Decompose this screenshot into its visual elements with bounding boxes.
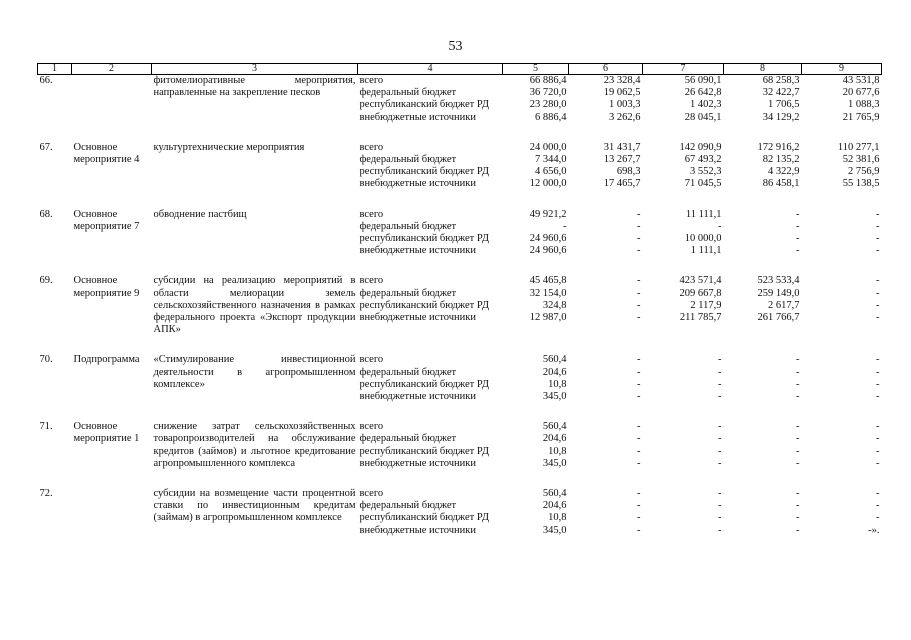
- value: -: [876, 500, 880, 512]
- value: 12 987,0: [529, 312, 567, 324]
- row-type: Подпрограмма: [73, 354, 140, 366]
- value-cell-c6: [569, 488, 643, 537]
- value: 523 533,4: [757, 275, 800, 287]
- value-cell-c6: [569, 142, 643, 191]
- funding-source: федеральный бюджет: [359, 433, 457, 445]
- column-header: 9: [802, 64, 882, 75]
- value: 423 571,4: [679, 275, 722, 287]
- value: -: [876, 366, 880, 378]
- value: -: [637, 421, 641, 433]
- value-cell-c9: [802, 354, 882, 403]
- value-cell-c8: [724, 209, 802, 258]
- value: 204,6: [542, 433, 567, 445]
- value: -: [637, 245, 641, 257]
- funding-source: республиканский бюджет РД: [359, 99, 490, 111]
- value: 26 642,8: [684, 87, 722, 99]
- value: -: [637, 512, 641, 524]
- value-cell-c7: [643, 354, 724, 403]
- value: 3 262,6: [609, 111, 641, 123]
- value: 67 493,2: [684, 154, 722, 166]
- value: 3 552,3: [690, 166, 722, 178]
- funding-source: внебюджетные источники: [359, 312, 477, 324]
- value: 345,0: [542, 391, 567, 403]
- value: -: [876, 354, 880, 366]
- column-header: 1: [38, 64, 72, 75]
- value: -: [718, 512, 722, 524]
- value: 4 656,0: [535, 166, 567, 178]
- value: 82 135,2: [762, 154, 800, 166]
- value-cell-c7: [643, 75, 724, 124]
- value: -: [876, 391, 880, 403]
- value: 10,8: [548, 378, 567, 390]
- value: 1 088,3: [848, 99, 880, 111]
- value: 23 328,4: [603, 75, 641, 86]
- column-header: 6: [569, 64, 643, 75]
- value: -: [718, 445, 722, 457]
- value: 204,6: [542, 366, 567, 378]
- row-spacer: [38, 470, 882, 488]
- value: 10,8: [548, 512, 567, 524]
- table-row: [38, 421, 882, 470]
- funding-source: всего: [359, 208, 384, 220]
- value: -: [796, 512, 800, 524]
- row-description: субсидии на реализацию мероприятий в области мелиорации земель сельскохозяйственного назначения в рамках федерального проекта «Экспорт продукции АПК»: [153, 275, 356, 336]
- value: 34 129,2: [762, 111, 800, 123]
- value: -».: [868, 524, 880, 536]
- row-type: Основное мероприятие 4: [73, 141, 140, 166]
- funding-sources: [358, 142, 503, 191]
- value: 68 258,3: [762, 75, 800, 86]
- row-description: субсидии на возмещение части процентной ставки по инвестиционным кредитам (займам) в агропромышленном комплексе: [153, 488, 356, 524]
- value: -: [718, 354, 722, 366]
- column-header: 7: [643, 64, 724, 75]
- funding-source: федеральный бюджет: [359, 220, 457, 232]
- value: -: [718, 378, 722, 390]
- funding-source: всего: [359, 275, 384, 287]
- value: -: [876, 512, 880, 524]
- value: -: [637, 524, 641, 536]
- row-description: обводнение пастбищ: [153, 208, 247, 220]
- row-number: 72.: [39, 488, 53, 500]
- value: -: [637, 220, 641, 232]
- value: 1 402,3: [690, 99, 722, 111]
- funding-source: всего: [359, 75, 384, 86]
- row-number: 71.: [39, 421, 53, 433]
- value: 32 154,0: [529, 287, 567, 299]
- row-number: 66.: [39, 75, 53, 86]
- value: 19 062,5: [603, 87, 641, 99]
- value: 28 045,1: [684, 111, 722, 123]
- value: -: [637, 354, 641, 366]
- value: -: [718, 500, 722, 512]
- value-cell-c5: [503, 142, 569, 191]
- value: -: [796, 220, 800, 232]
- funding-source: федеральный бюджет: [359, 87, 457, 99]
- funding-source: республиканский бюджет РД: [359, 299, 490, 311]
- row-type: Основное мероприятие 1: [73, 421, 140, 445]
- value: 560,4: [542, 421, 567, 433]
- value-cell-c6: [569, 421, 643, 470]
- row-number: 69.: [39, 275, 53, 287]
- funding-source: всего: [359, 488, 384, 500]
- value: -: [796, 378, 800, 390]
- value: -: [796, 524, 800, 536]
- value: -: [718, 433, 722, 445]
- value: 49 921,2: [529, 208, 567, 220]
- value: -: [637, 457, 641, 469]
- value: -: [796, 421, 800, 433]
- column-header: 5: [503, 64, 569, 75]
- value: -: [796, 233, 800, 245]
- funding-source: федеральный бюджет: [359, 366, 457, 378]
- value: 56 090,1: [684, 75, 722, 86]
- value: -: [718, 391, 722, 403]
- value: 142 090,9: [679, 141, 722, 153]
- value: -: [718, 457, 722, 469]
- value: 2 617,7: [768, 299, 800, 311]
- funding-sources: [358, 209, 503, 258]
- column-header: 4: [358, 64, 503, 75]
- value: 24 960,6: [529, 245, 567, 257]
- row-type: [72, 75, 152, 124]
- value-cell-c6: [569, 75, 643, 124]
- row-spacer: [38, 403, 882, 421]
- funding-source: внебюджетные источники: [359, 524, 477, 536]
- value: 24 960,6: [529, 233, 567, 245]
- column-header: 8: [724, 64, 802, 75]
- value: -: [637, 312, 641, 324]
- value: -: [796, 391, 800, 403]
- value: 560,4: [542, 354, 567, 366]
- row-type: Основное мероприятие 9: [73, 275, 140, 299]
- value: -: [796, 488, 800, 500]
- value: -: [876, 433, 880, 445]
- row-number: 70.: [39, 354, 53, 366]
- value: 17 465,7: [603, 178, 641, 190]
- value: 20 677,6: [842, 87, 880, 99]
- value-cell-c8: [724, 488, 802, 537]
- row-description: снижение затрат сельскохозяйственных товаропроизводителей на обслуживание кредитов (займов) и льготное кредитование агропромышленного комплекса: [153, 421, 356, 469]
- value: -: [876, 287, 880, 299]
- funding-source: республиканский бюджет РД: [359, 512, 490, 524]
- value: -: [876, 457, 880, 469]
- value: -: [876, 220, 880, 232]
- value: 345,0: [542, 457, 567, 469]
- table-row: [38, 209, 882, 258]
- funding-source: федеральный бюджет: [359, 500, 457, 512]
- value: -: [718, 220, 722, 232]
- row-spacer: [38, 191, 882, 209]
- value: 560,4: [542, 488, 567, 500]
- value: 2 756,9: [848, 166, 880, 178]
- value-cell-c6: [569, 209, 643, 258]
- value: 204,6: [542, 500, 567, 512]
- value: -: [876, 445, 880, 457]
- funding-sources: [358, 75, 503, 124]
- value: 55 138,5: [842, 178, 880, 190]
- value: 1 003,3: [609, 99, 641, 111]
- value-cell-c5: [503, 488, 569, 537]
- funding-source: внебюджетные источники: [359, 178, 477, 190]
- page-number: 53: [448, 39, 463, 54]
- value: -: [637, 433, 641, 445]
- value: -: [796, 354, 800, 366]
- value: 259 149,0: [757, 287, 800, 299]
- value: 13 267,7: [603, 154, 641, 166]
- value: -: [876, 378, 880, 390]
- funding-source: федеральный бюджет: [359, 154, 457, 166]
- value-cell-c9: [802, 75, 882, 124]
- value: 10,8: [548, 445, 567, 457]
- row-spacer: [38, 336, 882, 354]
- table-row: [38, 142, 882, 191]
- value: 698,3: [616, 166, 641, 178]
- value: 1 706,5: [768, 99, 800, 111]
- funding-source: республиканский бюджет РД: [359, 233, 490, 245]
- value: -: [637, 366, 641, 378]
- value: -: [718, 488, 722, 500]
- value-cell-c9: [802, 421, 882, 470]
- funding-source: внебюджетные источники: [359, 457, 477, 469]
- value: 66 886,4: [529, 75, 567, 86]
- value: 110 277,1: [837, 141, 880, 153]
- row-description: «Стимулирование инвестиционной деятельности в агропромышленном комплексе»: [153, 354, 356, 390]
- value-cell-c6: [569, 354, 643, 403]
- value: -: [637, 208, 641, 220]
- funding-source: республиканский бюджет РД: [359, 445, 490, 457]
- value-cell-c5: [503, 354, 569, 403]
- value: 345,0: [542, 524, 567, 536]
- value: 71 045,5: [684, 178, 722, 190]
- value: -: [637, 287, 641, 299]
- row-spacer: [38, 257, 882, 275]
- value-cell-c5: [503, 75, 569, 124]
- table-row: [38, 488, 882, 537]
- value: 11 111,1: [685, 208, 722, 220]
- row-description: фитомелиоративные мероприятия, направленные на закрепление песков: [153, 75, 356, 99]
- value-cell-c8: [724, 142, 802, 191]
- row-spacer: [38, 124, 882, 142]
- value: -: [637, 378, 641, 390]
- value: -: [637, 488, 641, 500]
- value: -: [876, 488, 880, 500]
- value-cell-c8: [724, 75, 802, 124]
- value: -: [876, 275, 880, 287]
- table-row: [38, 354, 882, 403]
- value: -: [796, 457, 800, 469]
- value: 209 667,8: [679, 287, 722, 299]
- funding-source: республиканский бюджет РД: [359, 166, 490, 178]
- value-cell-c7: [643, 142, 724, 191]
- value-cell-c7: [643, 275, 724, 336]
- funding-sources: [358, 488, 503, 537]
- value-cell-c7: [643, 488, 724, 537]
- value: 21 765,9: [842, 111, 880, 123]
- value: -: [876, 312, 880, 324]
- value: -: [796, 245, 800, 257]
- funding-sources: [358, 275, 503, 336]
- value: 36 720,0: [529, 87, 567, 99]
- value: 52 381,6: [842, 154, 880, 166]
- value-cell-c5: [503, 421, 569, 470]
- value: -: [796, 208, 800, 220]
- value-cell-c5: [503, 209, 569, 258]
- value: -: [637, 299, 641, 311]
- value: -: [563, 220, 567, 232]
- value: 6 886,4: [535, 111, 567, 123]
- table-header-row: [38, 64, 882, 75]
- table-row: [38, 75, 882, 124]
- value: -: [637, 233, 641, 245]
- value: -: [796, 445, 800, 457]
- value: 172 916,2: [757, 141, 800, 153]
- value: -: [876, 245, 880, 257]
- budget-table: [37, 63, 882, 537]
- funding-source: федеральный бюджет: [359, 287, 457, 299]
- funding-sources: [358, 421, 503, 470]
- value: 211 785,7: [679, 312, 722, 324]
- value-cell-c9: [802, 209, 882, 258]
- column-header: 2: [72, 64, 152, 75]
- value-cell-c9: [802, 488, 882, 537]
- value: 86 458,1: [762, 178, 800, 190]
- value: -: [637, 445, 641, 457]
- value: -: [718, 366, 722, 378]
- value: -: [876, 299, 880, 311]
- row-type: [72, 488, 152, 537]
- value-cell-c8: [724, 354, 802, 403]
- value: -: [876, 421, 880, 433]
- funding-source: внебюджетные источники: [359, 391, 477, 403]
- value: 2 117,9: [690, 299, 722, 311]
- column-header: 3: [152, 64, 358, 75]
- value: 7 344,0: [535, 154, 567, 166]
- funding-source: внебюджетные источники: [359, 245, 477, 257]
- funding-source: внебюджетные источники: [359, 111, 477, 123]
- table-row: [38, 275, 882, 336]
- value: 4 322,9: [768, 166, 800, 178]
- value: 43 531,8: [842, 75, 880, 86]
- value: 12 000,0: [529, 178, 567, 190]
- value: 1 111,1: [690, 245, 722, 257]
- value: -: [718, 524, 722, 536]
- value: 45 465,8: [529, 275, 567, 287]
- row-type: Основное мероприятие 7: [73, 208, 140, 232]
- funding-source: республиканский бюджет РД: [359, 378, 490, 390]
- value: -: [637, 391, 641, 403]
- value: -: [637, 275, 641, 287]
- value: 24 000,0: [529, 141, 567, 153]
- value: 31 431,7: [603, 141, 641, 153]
- value-cell-c9: [802, 275, 882, 336]
- value: -: [796, 366, 800, 378]
- value-cell-c7: [643, 209, 724, 258]
- value: -: [876, 233, 880, 245]
- funding-sources: [358, 354, 503, 403]
- value: 32 422,7: [762, 87, 800, 99]
- row-number: 67.: [39, 141, 53, 153]
- value: 261 766,7: [757, 312, 800, 324]
- funding-source: всего: [359, 141, 384, 153]
- value: -: [637, 500, 641, 512]
- funding-source: всего: [359, 421, 384, 433]
- value: -: [796, 433, 800, 445]
- value-cell-c8: [724, 275, 802, 336]
- value: -: [796, 500, 800, 512]
- value: 324,8: [542, 299, 567, 311]
- value-cell-c6: [569, 275, 643, 336]
- value: 10 000,0: [684, 233, 722, 245]
- value-cell-c9: [802, 142, 882, 191]
- value-cell-c8: [724, 421, 802, 470]
- value-cell-c5: [503, 275, 569, 336]
- value: 23 280,0: [529, 99, 567, 111]
- row-number: 68.: [39, 208, 53, 220]
- value: -: [718, 421, 722, 433]
- value: -: [876, 208, 880, 220]
- value-cell-c7: [643, 421, 724, 470]
- row-description: культуртехнические мероприятия: [153, 141, 305, 153]
- funding-source: всего: [359, 354, 384, 366]
